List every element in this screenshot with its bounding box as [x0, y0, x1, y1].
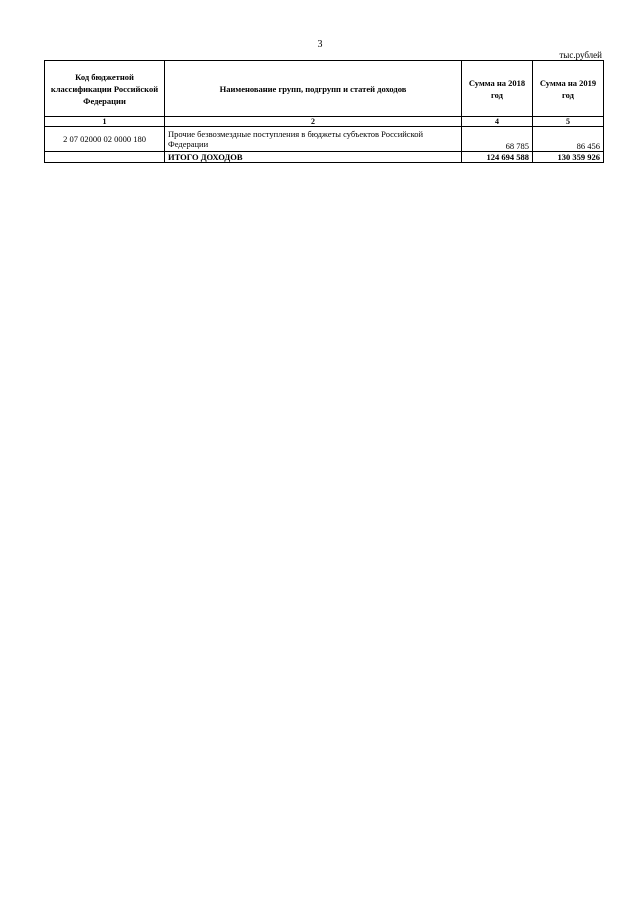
header-row [45, 61, 604, 117]
units-label: тыс.рублей [559, 50, 602, 60]
header-sum-2018: Сумма на 2018 год [462, 61, 533, 117]
column-number: 4 [462, 117, 533, 127]
column-number: 2 [165, 117, 462, 127]
sum-2019-cell: 86 456 [533, 127, 604, 152]
table-row [45, 127, 604, 152]
revenue-name-cell: Прочие безвозмездные поступления в бюджеты субъектов Российской Федерации [165, 127, 462, 152]
header-name: Наименование групп, подгрупп и статей доходов [165, 61, 462, 117]
sum-2018-cell: 68 785 [462, 127, 533, 152]
total-label: ИТОГО ДОХОДОВ [165, 152, 462, 163]
total-sum-2019: 130 359 926 [533, 152, 604, 163]
header-code: Код бюджетной классификации Российской Федерации [45, 61, 165, 117]
total-row [45, 152, 604, 163]
total-code-cell [45, 152, 165, 163]
page-number: 3 [317, 39, 323, 50]
revenue-table [44, 60, 604, 163]
column-number: 1 [45, 117, 165, 127]
total-sum-2018: 124 694 588 [462, 152, 533, 163]
budget-code-cell: 2 07 02000 02 0000 180 [45, 127, 165, 152]
column-number-row [45, 117, 604, 127]
header-sum-2019: Сумма на 2019 год [533, 61, 604, 117]
column-number: 5 [533, 117, 604, 127]
